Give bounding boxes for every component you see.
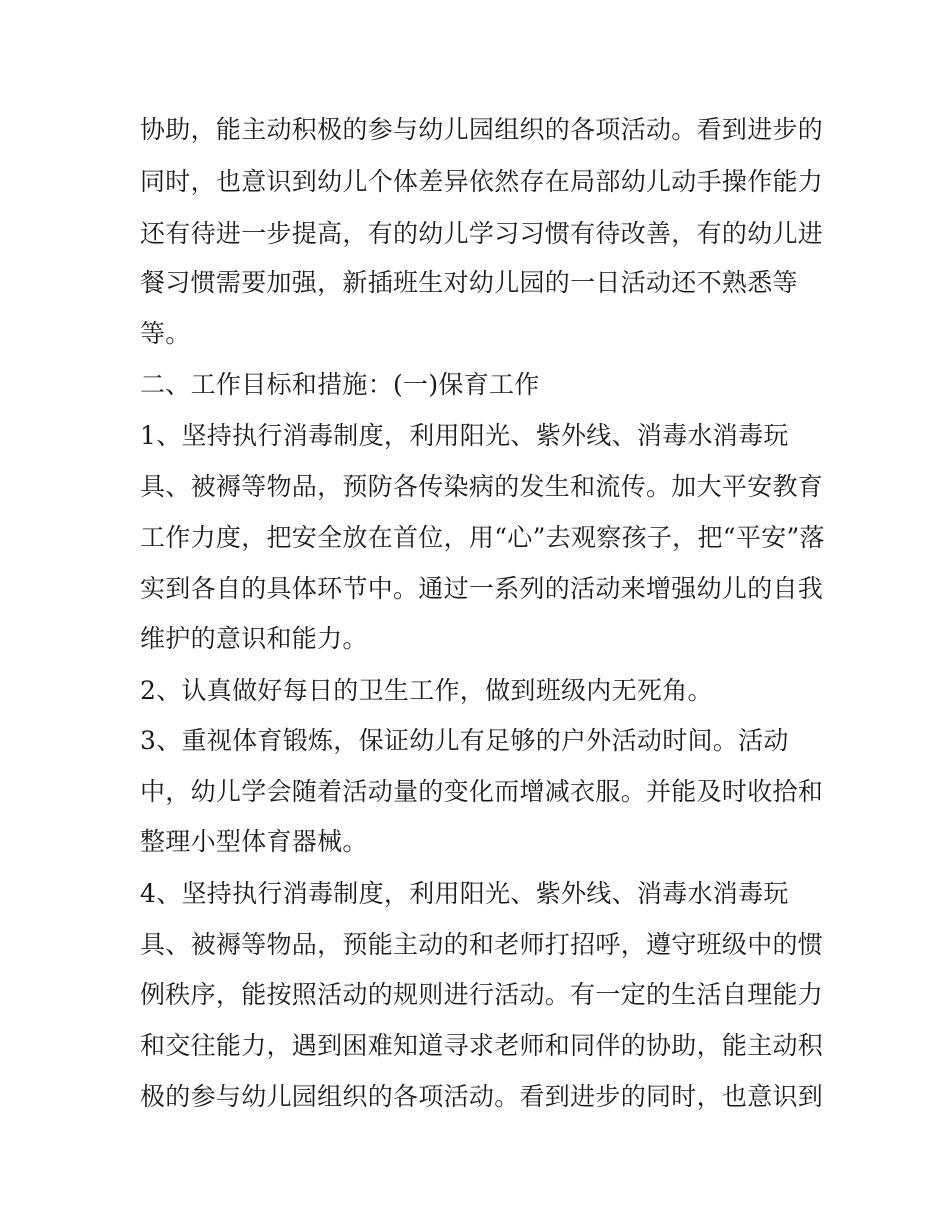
text-line: 具、被褥等物品，预能主动的和老师打招呼，遵守班级中的惯 xyxy=(140,930,824,959)
text-line: 极的参与幼儿园组织的各项活动。看到进步的同时，也意识到 xyxy=(140,1082,824,1111)
text-line: 例秩序，能按照活动的规则进行活动。有一定的生活自理能力 xyxy=(140,980,824,1009)
text-line: 具、被褥等物品，预防各传染病的发生和流传。加大平安教育 xyxy=(140,472,824,501)
text-line: 餐习惯需要加强，新插班生对幼儿园的一日活动还不熟悉等 xyxy=(140,268,798,297)
section-heading: 二、工作目标和措施：(一)保育工作 xyxy=(140,370,540,399)
text-line: 和交往能力，遇到困难知道寻求老师和同伴的协助，能主动积 xyxy=(140,1031,824,1060)
text-line: 等。 xyxy=(140,319,191,348)
text-line: 协助，能主动积极的参与幼儿园组织的各项活动。看到进步的 xyxy=(140,115,824,144)
text-line: 还有待进一步提高，有的幼儿学习习惯有待改善，有的幼儿进 xyxy=(140,219,824,248)
text-line: 同时，也意识到幼儿个体差异依然存在局部幼儿动手操作能力 xyxy=(140,167,824,196)
text-line: 4、坚持执行消毒制度，利用阳光、紫外线、消毒水消毒玩 xyxy=(140,879,789,908)
text-line: 工作力度，把安全放在首位，用“心”去观察孩子，把“平安”落 xyxy=(140,523,825,552)
text-line: 实到各自的具体环节中。通过一系列的活动来增强幼儿的自我 xyxy=(140,574,824,603)
text-line: 3、重视体育锻炼，保证幼儿有足够的户外活动时间。活动 xyxy=(140,726,789,755)
text-line: 整理小型体育器械。 xyxy=(140,827,368,856)
text-line: 中，幼儿学会随着活动量的变化而增减衣服。并能及时收拾和 xyxy=(140,777,824,806)
text-line: 1、坚持执行消毒制度，利用阳光、紫外线、消毒水消毒玩 xyxy=(140,421,789,450)
text-line: 2、认真做好每日的卫生工作，做到班级内无死角。 xyxy=(140,676,713,705)
text-line: 维护的意识和能力。 xyxy=(140,624,368,653)
